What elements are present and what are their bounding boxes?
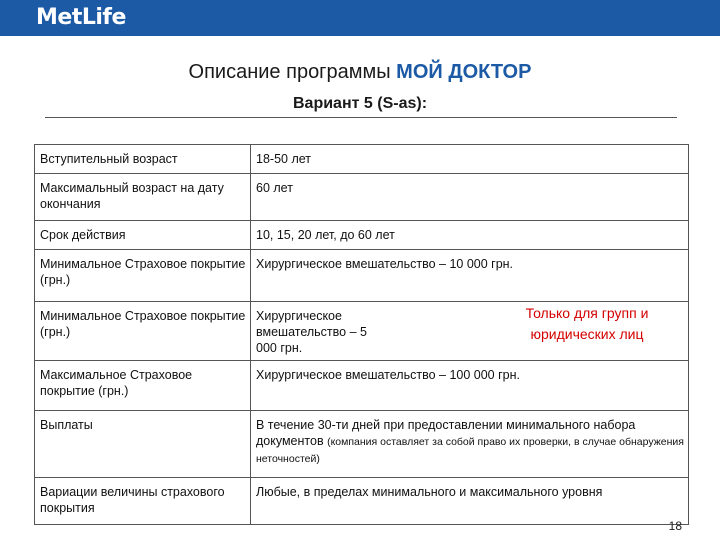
title-divider xyxy=(45,117,677,118)
row-label: Вариации величины страхового покрытия xyxy=(35,478,251,525)
slide-subtitle: Вариант 5 (S-as): xyxy=(292,95,428,112)
row-value: Хирургическое вмешательство – 10 000 грн. xyxy=(251,250,689,302)
row-value: Любые, в пределах минимального и максимального уровня xyxy=(251,478,689,525)
table-row xyxy=(35,145,689,174)
table-row xyxy=(35,174,689,221)
row-label: Минимальное Страховое покрытие (грн.) xyxy=(35,302,251,361)
row-label: Максимальное Страховое покрытие (грн.) xyxy=(35,361,251,411)
payout-text: В течение 30-ти дней при предоставлении минимального набора документов xyxy=(256,418,636,448)
title-accent: МОЙ ДОКТОР xyxy=(396,61,532,83)
row-value: 10, 15, 20 лет, до 60 лет xyxy=(251,221,689,250)
row-label: Выплаты xyxy=(35,411,251,478)
slide-title xyxy=(0,61,720,84)
page-number: 18 xyxy=(668,519,682,533)
table-row xyxy=(35,250,689,302)
metlife-logo: MetLife xyxy=(36,5,126,30)
row-value-text: Хирургическое вмешательство – 5 000 грн. xyxy=(256,309,367,355)
row-value: Хирургическое вмешательство – 100 000 грн. xyxy=(251,361,689,411)
table-row xyxy=(35,478,689,525)
table-row xyxy=(35,221,689,250)
row-value: 60 лет xyxy=(251,174,689,221)
row-label: Минимальное Страховое покрытие (грн.) xyxy=(35,250,251,302)
table-row xyxy=(35,361,689,411)
title-prefix: Описание программы xyxy=(188,61,397,83)
row-value: 18-50 лет xyxy=(251,145,689,174)
row-value xyxy=(251,411,689,478)
row-label: Срок действия xyxy=(35,221,251,250)
group-only-callout: Только для групп и юридических лиц xyxy=(525,305,649,342)
header-bar xyxy=(0,0,720,36)
payout-note: (компания оставляет за собой право их проверки, в случае обнаружения неточностей) xyxy=(256,436,684,465)
table-row xyxy=(35,411,689,478)
row-label: Максимальный возраст на дату окончания xyxy=(35,174,251,221)
row-label: Вступительный возраст xyxy=(35,145,251,174)
